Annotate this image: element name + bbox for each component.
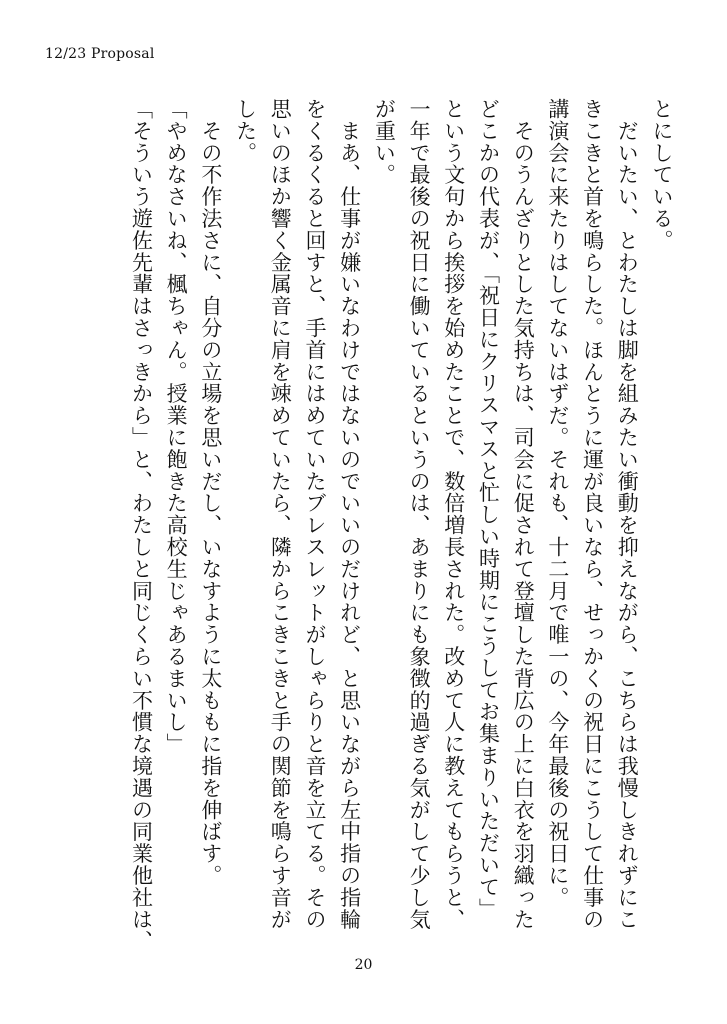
text-line: 思いのほか響く金属音に肩を竦めていたら、隣からこきこきと手の関節を鳴らす音が — [268, 98, 293, 931]
text-line: という文句から挨拶を始めたことで、数倍増長された。改めて人に教えてもらうと、 — [441, 98, 466, 931]
text-line: 講演会に来たりはしてないはずだ。それも、十二月で唯一の、今年最後の祝日に。 — [545, 98, 570, 909]
text-line: とにしている。 — [650, 98, 674, 252]
running-header: 12/23 Proposal — [45, 46, 155, 62]
text-line: まあ、仕事が嫌いなわけではないのでいいのだけれど、と思いながら左中指の指輪 — [337, 98, 362, 931]
text-line: そのうんざりとした気持ちは、司会に促されて登壇した背広の上に白衣を羽織った — [511, 98, 536, 931]
text-line: をくるくると回すと、手首にはめていたブレスレットがしゃらりと音を立てる。その — [302, 98, 327, 931]
text-line: が重い。 — [372, 98, 397, 186]
text-line: だいたい、とわたしは脚を組みたい衝動を抑えながら、こちらは我慢しきれずにこ — [615, 98, 640, 931]
text-line: 一年で最後の祝日に働いているというのは、あまりにも象徴的過ぎる気がして少し気 — [407, 98, 432, 931]
page-number: 20 — [354, 957, 373, 973]
text-line: 「やめなさいね、楓ちゃん。授業に飽きた高校生じゃあるまいし」 — [164, 98, 189, 755]
text-line: 「そういう遊佐先輩はさっきから」と、わたしと同じくらい不慣な境遇の同業他社は、 — [129, 98, 154, 953]
text-line: その不作法さに、自分の立場を思いだし、いなすように太ももに指を伸ばす。 — [198, 98, 223, 887]
body-text — [27, 98, 679, 953]
text-line: きこきと首を鳴らした。ほんとうに運が良いなら、せっかくの祝日にこうして仕事の — [580, 98, 605, 931]
text-line: どこかの代表が、「祝日にクリスマスと忙しい時期にこうしてお集まりいただいて」 — [476, 98, 501, 920]
text-line: した。 — [233, 98, 258, 164]
